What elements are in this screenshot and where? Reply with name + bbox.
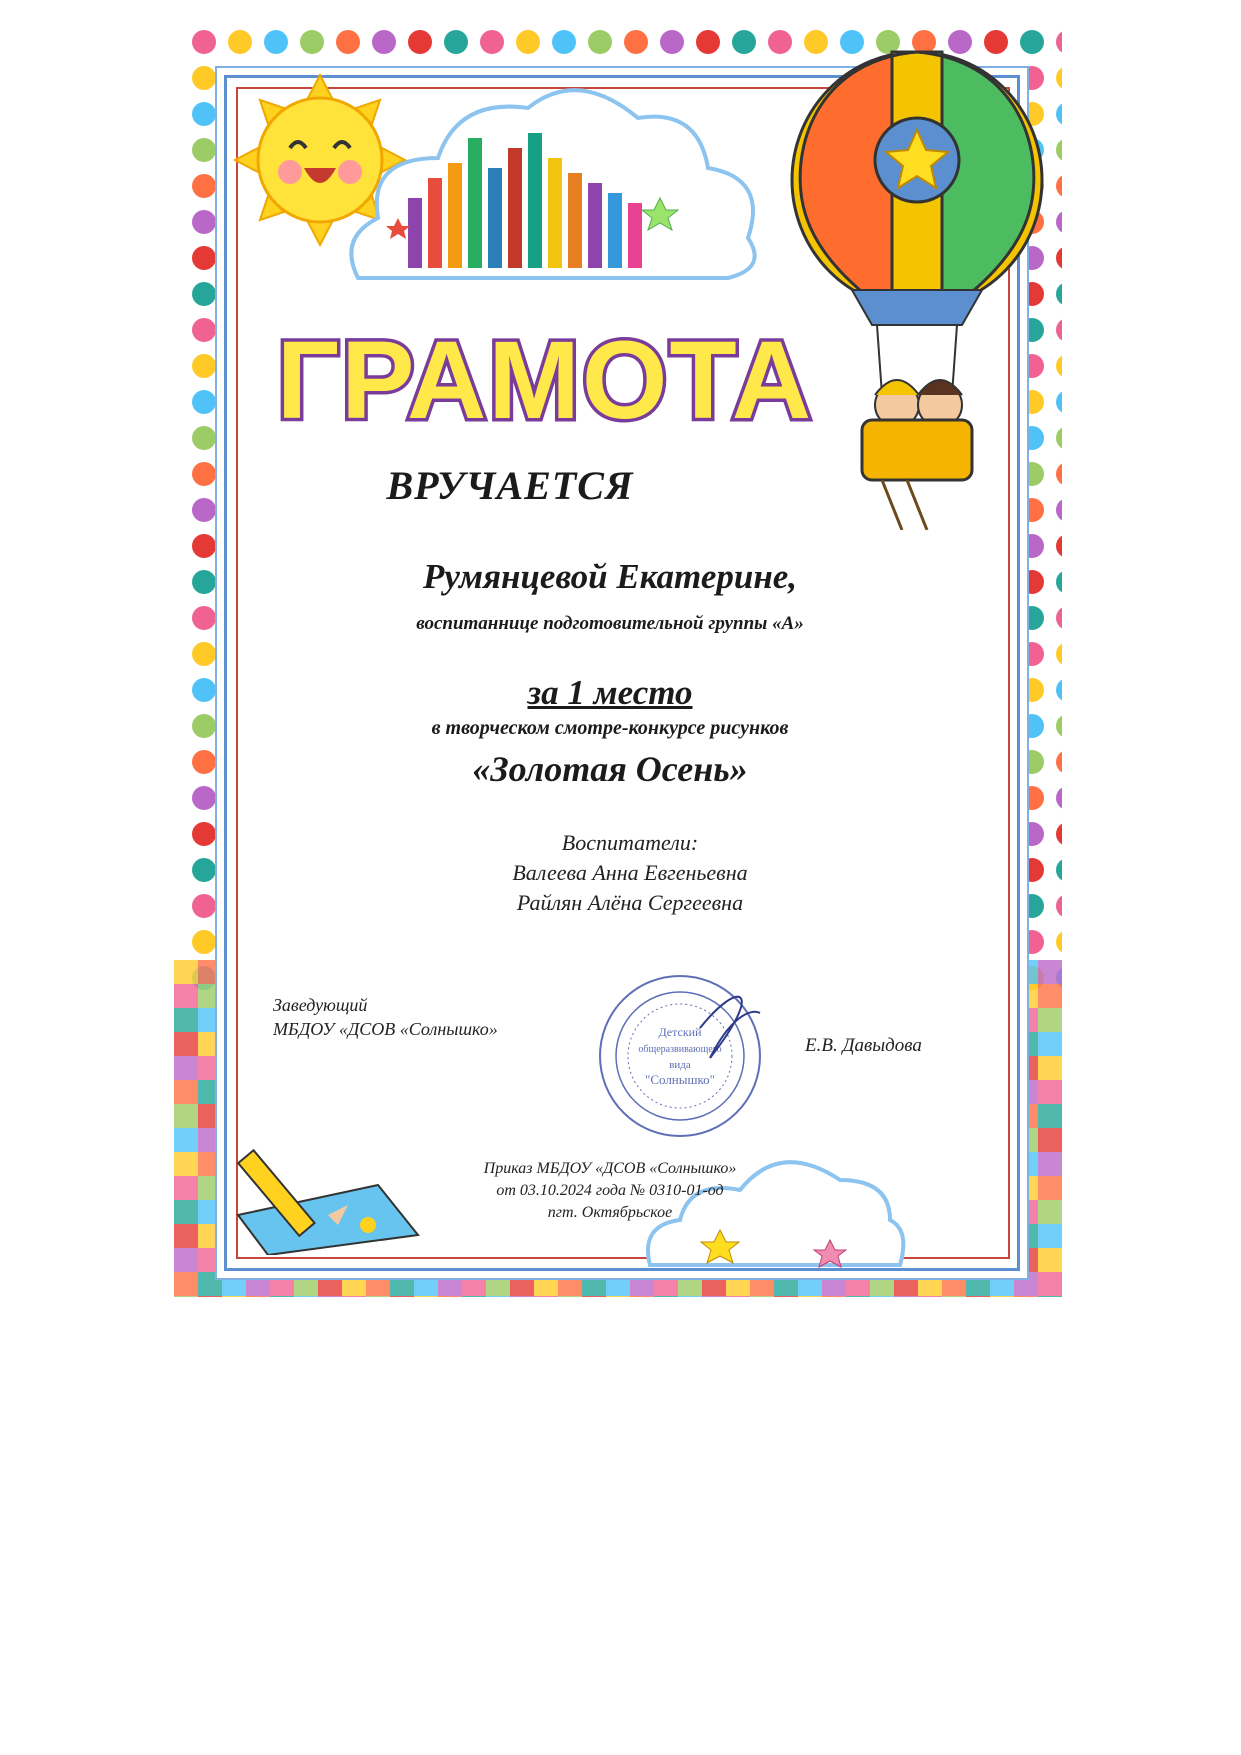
diamond-tile [462, 1296, 486, 1297]
polka-dot [192, 102, 216, 126]
polka-dot [192, 282, 216, 306]
diamond-tile [822, 1272, 846, 1296]
polka-dot [588, 30, 612, 54]
diamond-tile [1038, 960, 1062, 984]
diamond-tile [1038, 984, 1062, 1008]
diamond-tile [198, 1032, 222, 1056]
polka-dot [192, 174, 216, 198]
polka-dot [192, 786, 216, 810]
diamond-tile [294, 1272, 318, 1296]
polka-dot [1020, 750, 1044, 774]
diamond-tile [198, 1224, 222, 1248]
polka-dot [1020, 642, 1044, 666]
diamond-tile [222, 1272, 246, 1296]
diamond-tile [462, 1272, 486, 1296]
diamond-tile [174, 1152, 198, 1176]
polka-dot [264, 30, 288, 54]
diamond-tile [198, 1056, 222, 1080]
diamond-tile [702, 1272, 726, 1296]
diamond-tile [486, 1296, 510, 1297]
polka-dot [192, 714, 216, 738]
polka-dot [1020, 858, 1044, 882]
polka-dot [336, 30, 360, 54]
polka-dot [1020, 534, 1044, 558]
polka-dot [192, 66, 216, 90]
certificate-heading-art [245, 318, 845, 448]
diamond-tile [942, 1296, 966, 1297]
diamond-tile [438, 1296, 462, 1297]
pencil-drawing-illustration [228, 1145, 438, 1255]
diamond-tile [198, 1248, 222, 1272]
diamond-tile [702, 1296, 726, 1297]
diamond-tile [318, 1272, 342, 1296]
diamond-tile [198, 1080, 222, 1104]
polka-dot [408, 30, 432, 54]
diamond-tile [534, 1296, 558, 1297]
diamond-tile [174, 1224, 198, 1248]
diamond-tile [174, 1296, 198, 1297]
polka-dot [660, 30, 684, 54]
diamond-tile [606, 1272, 630, 1296]
diamond-tile [198, 1200, 222, 1224]
castle-cloud-illustration [338, 78, 768, 300]
polka-dot [1056, 426, 1062, 450]
order-line-1: Приказ МБДОУ «ДСОВ «Солнышко» [483, 1160, 737, 1177]
polka-dot [192, 750, 216, 774]
diamond-tile [1038, 1272, 1062, 1296]
diamond-tile [1038, 1032, 1062, 1056]
diamond-tile [678, 1272, 702, 1296]
diamond-tile [918, 1296, 942, 1297]
polka-dot [1056, 750, 1062, 774]
awarded-label: ВРУЧАЕТСЯ [386, 463, 634, 508]
diamond-tile [798, 1296, 822, 1297]
diamond-tile [894, 1296, 918, 1297]
diamond-tile [1038, 1176, 1062, 1200]
contest-title: «Золотая Осень» [472, 749, 748, 789]
diamond-tile [534, 1272, 558, 1296]
diamond-tile [174, 1104, 198, 1128]
polka-dot [1056, 678, 1062, 702]
polka-dot [192, 930, 216, 954]
diamond-tile [654, 1272, 678, 1296]
diamond-tile [414, 1272, 438, 1296]
place-awarded: за 1 место [527, 673, 693, 712]
diamond-tile [606, 1296, 630, 1297]
diamond-tile [1038, 1056, 1062, 1080]
diamond-tile [582, 1272, 606, 1296]
diamond-tile [198, 960, 222, 984]
polka-dot [1056, 714, 1062, 738]
polka-dot [1056, 354, 1062, 378]
diamond-tile [894, 1272, 918, 1296]
head-title-line-2: МБДОУ «ДСОВ «Солнышко» [273, 1019, 498, 1039]
order-line-3: пгт. Октябрьское [547, 1204, 673, 1221]
diamond-tile [1014, 1296, 1038, 1297]
polka-dot [192, 822, 216, 846]
diamond-tile [798, 1272, 822, 1296]
diamond-tile [942, 1272, 966, 1296]
recipient-description: воспитаннице подготовительной группы «А» [416, 613, 804, 634]
polka-dot [192, 606, 216, 630]
diamond-tile [174, 1032, 198, 1056]
diamond-tile [174, 1008, 198, 1032]
diamond-tile [1038, 1152, 1062, 1176]
official-stamp [590, 968, 770, 1138]
diamond-tile [366, 1296, 390, 1297]
polka-dot [1020, 930, 1044, 954]
polka-dot [192, 570, 216, 594]
diamond-tile [198, 984, 222, 1008]
polka-dot [1020, 786, 1044, 810]
head-signature-block [273, 993, 593, 1041]
diamond-tile [678, 1296, 702, 1297]
polka-dot [1056, 246, 1062, 270]
diamond-tile [630, 1296, 654, 1297]
polka-dot [1020, 570, 1044, 594]
diamond-tile [198, 1104, 222, 1128]
diamond-tile [198, 1008, 222, 1032]
polka-dot [1056, 102, 1062, 126]
polka-dot [192, 30, 216, 54]
diamond-tile [870, 1272, 894, 1296]
hot-air-balloon-illustration [782, 50, 1052, 530]
polka-dot [1020, 822, 1044, 846]
polka-dot [192, 894, 216, 918]
diamond-tile [654, 1296, 678, 1297]
diamond-tile [342, 1296, 366, 1297]
polka-dot [192, 858, 216, 882]
diamond-tile [390, 1272, 414, 1296]
diamond-tile [414, 1296, 438, 1297]
polka-dot [1056, 30, 1062, 54]
polka-dot [480, 30, 504, 54]
diamond-tile [198, 1176, 222, 1200]
contest-description: в творческом смотре-конкурсе рисунков [431, 717, 789, 739]
polka-dot [192, 318, 216, 342]
diamond-tile [342, 1272, 366, 1296]
polka-dot [192, 426, 216, 450]
polka-dot [1056, 786, 1062, 810]
diamond-tile [438, 1272, 462, 1296]
polka-dot [1056, 822, 1062, 846]
diamond-tile [1038, 1248, 1062, 1272]
polka-dot [1056, 606, 1062, 630]
diamond-tile [1038, 1008, 1062, 1032]
diamond-tile [966, 1272, 990, 1296]
polka-dot [1056, 498, 1062, 522]
polka-dot [444, 30, 468, 54]
polka-dot [1056, 534, 1062, 558]
diamond-tile [270, 1296, 294, 1297]
diamond-tile [774, 1272, 798, 1296]
diamond-tile [750, 1296, 774, 1297]
diamond-tile [294, 1296, 318, 1297]
certificate-heading: ГРАМОТА [276, 319, 814, 442]
polka-dot [732, 30, 756, 54]
polka-dot [192, 354, 216, 378]
polka-dot [1020, 714, 1044, 738]
diamond-tile [174, 1200, 198, 1224]
polka-dot [1056, 318, 1062, 342]
polka-dot [1020, 678, 1044, 702]
diamond-tile [726, 1296, 750, 1297]
diamond-tile [990, 1272, 1014, 1296]
diamond-tile [174, 1248, 198, 1272]
diamond-tile [174, 1056, 198, 1080]
diamond-tile [486, 1272, 510, 1296]
diamond-tile [1038, 1296, 1062, 1297]
diamond-tile [174, 960, 198, 984]
polka-dot [1056, 570, 1062, 594]
polka-dot [1056, 282, 1062, 306]
polka-dot [1056, 894, 1062, 918]
polka-dot [552, 30, 576, 54]
director-name: Е.В. Давыдова [805, 1035, 922, 1056]
diamond-tile [1038, 1200, 1062, 1224]
diamond-tile [246, 1272, 270, 1296]
diamond-tile [198, 1296, 222, 1297]
diamond-tile [990, 1296, 1014, 1297]
teacher-name-2: Райлян Алёна Сергеевна [516, 890, 744, 915]
polka-dot [372, 30, 396, 54]
polka-dot [1056, 642, 1062, 666]
polka-dot [1056, 390, 1062, 414]
diamond-tile [246, 1296, 270, 1297]
polka-dot [1056, 858, 1062, 882]
diamond-tile [1038, 1128, 1062, 1152]
polka-dot [1056, 210, 1062, 234]
diamond-tile [1038, 1080, 1062, 1104]
diamond-tile [822, 1296, 846, 1297]
teacher-name-1: Валеева Анна Евгеньевна [512, 860, 748, 885]
diamond-tile [918, 1272, 942, 1296]
recipient-name: Румянцевой Екатерине, [422, 557, 798, 596]
diamond-tile [1014, 1272, 1038, 1296]
diamond-tile [198, 1152, 222, 1176]
diamond-tile [198, 1128, 222, 1152]
diamond-tile [966, 1296, 990, 1297]
polka-dot [192, 462, 216, 486]
diamond-tile [174, 1080, 198, 1104]
diamond-tile [198, 1272, 222, 1296]
diamond-tile [846, 1296, 870, 1297]
diamond-tile [1038, 1224, 1062, 1248]
diamond-tile [558, 1272, 582, 1296]
polka-dot [192, 390, 216, 414]
diamond-tile [870, 1296, 894, 1297]
diamond-tile [558, 1296, 582, 1297]
polka-dot [192, 642, 216, 666]
diamond-tile [174, 1176, 198, 1200]
polka-dot [1056, 174, 1062, 198]
head-title-line-1: Заведующий [273, 995, 368, 1015]
polka-dot [1056, 138, 1062, 162]
diamond-tile [774, 1296, 798, 1297]
polka-dot [696, 30, 720, 54]
polka-dot [1056, 462, 1062, 486]
diamond-tile [366, 1272, 390, 1296]
teachers-label: Воспитатели: [561, 830, 699, 855]
diamond-tile [630, 1272, 654, 1296]
polka-dot [228, 30, 252, 54]
diamond-tile [390, 1296, 414, 1297]
polka-dot [1056, 66, 1062, 90]
polka-dot [192, 534, 216, 558]
diamond-tile [582, 1296, 606, 1297]
order-line-2: от 03.10.2024 года № 0310-01-од [496, 1182, 724, 1199]
polka-dot [1020, 606, 1044, 630]
diamond-tile [750, 1272, 774, 1296]
stamp-text-1: Детский [658, 1025, 702, 1039]
diamond-tile [270, 1272, 294, 1296]
diamond-tile [510, 1272, 534, 1296]
polka-dot [624, 30, 648, 54]
diamond-tile [174, 1128, 198, 1152]
polka-dot [1020, 894, 1044, 918]
stamp-text-3: вида [669, 1059, 691, 1071]
polka-dot [192, 246, 216, 270]
diamond-tile [174, 1272, 198, 1296]
stamp-text-4: "Солнышко" [645, 1072, 715, 1087]
diamond-tile [726, 1272, 750, 1296]
polka-dot [192, 138, 216, 162]
diamond-tile [846, 1272, 870, 1296]
polka-dot [300, 30, 324, 54]
polka-dot [192, 210, 216, 234]
diamond-tile [1038, 1104, 1062, 1128]
polka-dot [1056, 930, 1062, 954]
polka-dot [516, 30, 540, 54]
polka-dot [192, 678, 216, 702]
stamp-text-2: общеразвивающего [638, 1044, 722, 1055]
diamond-tile [174, 984, 198, 1008]
diamond-tile [510, 1296, 534, 1297]
diamond-tile [222, 1296, 246, 1297]
polka-dot [192, 498, 216, 522]
diamond-tile [318, 1296, 342, 1297]
